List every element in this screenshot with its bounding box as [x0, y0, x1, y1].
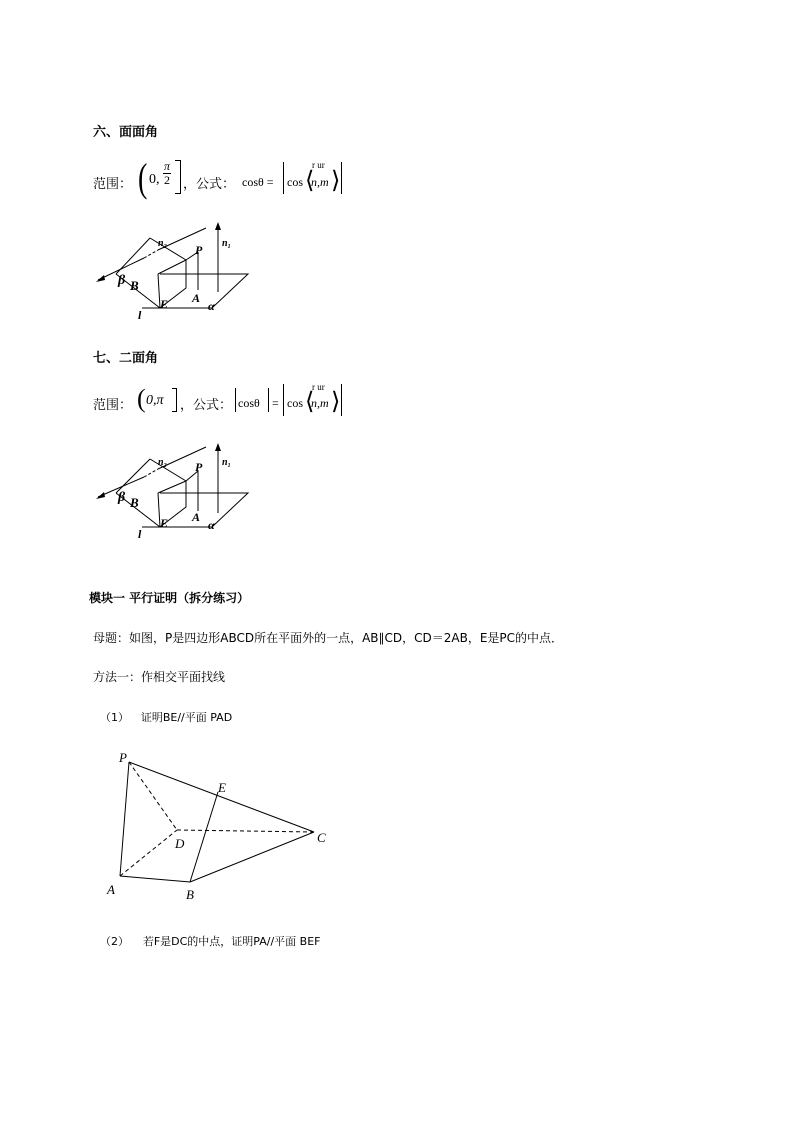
pyramid-label-E: E — [218, 780, 226, 795]
section6-cos-inner: cos — [287, 175, 303, 189]
edge-PC — [129, 762, 314, 832]
bracket-bottom-tick — [172, 411, 176, 412]
angle-left: ⟨ — [305, 168, 315, 194]
fig2-label-B: B — [130, 495, 139, 510]
fig1-label-l: l — [138, 308, 142, 322]
abs-bar-1 — [235, 388, 236, 412]
problem-statement: 母题：如图，P是四边形ABCD所在平面外的一点，AB∥CD，CD＝2AB，E是PC的中点． — [93, 631, 564, 645]
edge-PA — [120, 762, 129, 876]
dihedral-figure-2 — [90, 443, 260, 543]
item1-text: 证明BE//平面 PAD — [140, 711, 233, 724]
section6-range-label: 范围： — [93, 177, 133, 192]
section7-vec-pair: n,m — [311, 396, 329, 410]
item2-text: 若F是DC的中点，证明PA//平面 BEF — [142, 935, 321, 948]
section7-range-label: 范围： — [93, 398, 133, 413]
section7-formula-left: cosθ — [238, 396, 260, 410]
fig1-label-B: B — [130, 278, 139, 293]
fraction-numerator: π — [164, 159, 171, 173]
fig1-label-E: E — [160, 297, 169, 311]
abs-bar-3 — [283, 384, 284, 416]
fig1-label-n1: n₁ — [222, 238, 232, 249]
abs-bar-left — [283, 162, 284, 194]
fig2-label-A: A — [192, 510, 201, 524]
section7-heading: 七、二面角 — [93, 351, 159, 366]
angle-right: ⟩ — [331, 168, 341, 194]
edge-AD — [120, 830, 177, 876]
fig2-label-n2: n₂ — [158, 457, 168, 468]
abs-bar-right — [341, 162, 342, 194]
angle-right: ⟩ — [331, 389, 341, 415]
pyramid-label-D: D — [175, 836, 185, 851]
fig2-label-l: l — [138, 527, 142, 541]
fig2-label-alpha: α — [208, 518, 215, 532]
fig1-label-P: P — [195, 243, 203, 257]
edge-PD — [129, 762, 177, 830]
fig2-label-beta: β — [118, 490, 126, 505]
edge-DC — [177, 830, 314, 832]
pyramid-figure — [100, 748, 340, 908]
fig1-label-beta: β — [118, 273, 126, 288]
dihedral-figure-1 — [90, 222, 260, 322]
section7-equals: = — [272, 396, 279, 410]
section7-formula-label: ，公式： — [180, 398, 233, 413]
fig2-label-E: E — [160, 516, 169, 530]
fraction-denominator: 2 — [164, 173, 170, 187]
pyramid-label-P: P — [119, 750, 127, 765]
bracket-bottom-tick — [175, 193, 180, 194]
section7-left-paren: ( — [137, 384, 146, 413]
bracket-top-tick — [172, 388, 176, 389]
segment-EB — [190, 792, 218, 882]
section7-vec-marks: r ur — [312, 382, 325, 392]
module-heading: 模块一 平行证明（拆分练习） — [89, 591, 250, 605]
pyramid-label-B: B — [186, 887, 194, 902]
section7-cos-inner: cos — [287, 396, 303, 410]
section6-vec-marks: r ur — [312, 160, 325, 170]
section6-right-bracket — [180, 160, 181, 194]
section6-heading: 六、面面角 — [93, 125, 159, 140]
section6-fraction — [163, 160, 171, 187]
fig1-label-n2: n₂ — [158, 238, 168, 249]
abs-bar-2 — [268, 388, 269, 412]
section7-right-bracket — [176, 388, 177, 412]
fig1-label-alpha: α — [208, 299, 215, 313]
pyramid-label-C: C — [317, 830, 326, 845]
item1 — [100, 709, 232, 725]
pyramid-label-A: A — [107, 882, 115, 897]
fig2-label-n1: n₁ — [222, 457, 232, 468]
item2 — [100, 933, 321, 949]
section6-formula-label: ，公式： — [183, 177, 236, 192]
fig1-label-A: A — [192, 291, 201, 305]
fig2-label-P: P — [195, 460, 203, 474]
section7-range-value: 0,π — [146, 393, 164, 408]
angle-left: ⟨ — [305, 389, 315, 415]
section6-left-paren: ( — [137, 155, 148, 200]
method-label: 方法一：作相交平面找线 — [93, 670, 226, 684]
bracket-top-tick — [175, 160, 180, 161]
edge-BC — [190, 832, 314, 882]
edge-AB — [120, 876, 190, 882]
item1-number: （1） — [100, 711, 129, 724]
section6-range-open: 0, — [149, 172, 160, 187]
section6-formula-left: cosθ = — [242, 175, 274, 189]
section6-vec-pair: n,m — [311, 175, 329, 189]
abs-bar-4 — [341, 384, 342, 416]
item2-number: （2） — [100, 935, 129, 948]
